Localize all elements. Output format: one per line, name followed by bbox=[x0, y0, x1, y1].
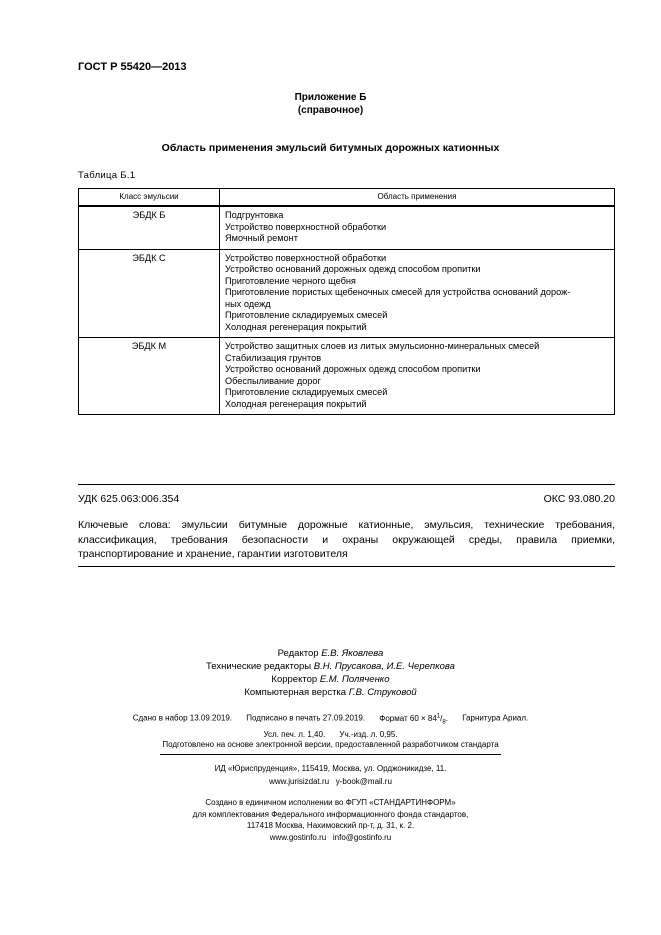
emulsion-class-cell: ЭБДК М bbox=[79, 338, 220, 415]
tech-editors-label: Технические редакторы bbox=[206, 661, 312, 672]
standard-number: ГОСТ Р 55420—2013 bbox=[78, 61, 187, 73]
use-item: Обеспыливание дорог bbox=[225, 375, 321, 386]
format: Формат $60 \times 84^1/_8$. bbox=[379, 713, 448, 726]
use-item: Подгрунтовка bbox=[225, 210, 284, 220]
printer-site-link[interactable]: www.gostinfo.ru bbox=[269, 832, 327, 842]
printer-contacts bbox=[0, 832, 661, 844]
oks-code: ОКС 93.080.20 bbox=[543, 493, 615, 505]
format-denominator: 8 bbox=[442, 719, 446, 726]
submitted-date: Сдано в набор 13.09.2019. bbox=[132, 713, 233, 723]
layout-line bbox=[0, 686, 661, 699]
printer-email-link[interactable]: info@gostinfo.ru bbox=[332, 832, 392, 842]
typeface: Гарнитура Ариал. bbox=[462, 713, 529, 723]
use-item: Приготовление складируемых смесей bbox=[225, 387, 388, 397]
use-item: Устройство поверхностной обработки bbox=[225, 252, 387, 263]
appendix-title: Приложение Б bbox=[294, 92, 367, 103]
emulsion-table bbox=[78, 188, 615, 415]
corrector-name: Е.М. Поляченко bbox=[319, 674, 390, 685]
use-item: Холодная регенерация покрытий bbox=[225, 398, 367, 409]
print-sheets: Усл. печ. л. 1,40. bbox=[263, 729, 326, 739]
corrector-label: Корректор bbox=[271, 674, 318, 685]
use-item: Устройство защитных слоев из литых эмульсионно-минеральных смесей bbox=[225, 341, 540, 351]
publisher-site-link[interactable]: www.jurisizdat.ru bbox=[269, 776, 330, 786]
prepared-note: Подготовлено на основе электронной версии, предоставленной разработчиком стандарта bbox=[162, 740, 499, 749]
table-row bbox=[79, 249, 615, 338]
use-item: Приготовление складируемых смесей bbox=[225, 310, 388, 320]
printer-line-1: Создано в единичном исполнении во ФГУП «СТАНДАРТИНФОРМ» bbox=[205, 798, 456, 807]
use-item: Ямочный ремонт bbox=[225, 233, 298, 243]
use-item: Устройство оснований дорожных одежд способом пропитки bbox=[225, 364, 481, 374]
credits bbox=[0, 647, 661, 699]
printer-line-2: для комплектования Федерального информационного фонда стандартов, bbox=[192, 809, 469, 819]
tech-editors-names: В.Н. Прусакова, И.Е. Черепкова bbox=[313, 661, 455, 672]
publisher bbox=[0, 763, 661, 788]
column-header-uses: Область применения bbox=[220, 189, 615, 207]
emulsion-class-cell: ЭБДК Б bbox=[79, 206, 220, 249]
format-label: Формат 60 × 84 bbox=[379, 713, 437, 723]
uses-cell bbox=[220, 206, 615, 249]
printer bbox=[0, 797, 661, 843]
pub-sheets: Уч.-изд. л. 0,95. bbox=[339, 729, 398, 739]
uses-cell bbox=[220, 338, 615, 415]
table-header-row bbox=[79, 189, 615, 207]
publisher-address: ИД «Юриспруденция», 115419, Москва, ул. Орджоникидзе, 11. bbox=[214, 764, 447, 773]
signed-date: Подписано в печать 27.09.2019. bbox=[246, 713, 366, 723]
tech-editors-line bbox=[0, 660, 661, 673]
editor-line bbox=[0, 647, 661, 660]
layout-name: Г.В. Струковой bbox=[348, 687, 417, 698]
use-item: ных одежд bbox=[225, 298, 271, 309]
table-row bbox=[79, 206, 615, 249]
section-title: Область применения эмульсий битумных дорожных катионных bbox=[161, 142, 500, 154]
use-item: Приготовление пористых щебеночных смесей для устройства оснований дорож- bbox=[225, 287, 571, 297]
use-item: Устройство поверхностной обработки bbox=[225, 221, 387, 232]
corrector-line bbox=[0, 673, 661, 686]
uses-cell bbox=[220, 249, 615, 338]
appendix-note: (справочное) bbox=[297, 105, 364, 116]
emulsion-class-cell: ЭБДК С bbox=[79, 249, 220, 338]
editor-label: Редактор bbox=[277, 648, 319, 659]
use-item: Приготовление черного щебня bbox=[225, 275, 356, 286]
divider-bottom bbox=[78, 566, 615, 567]
editor-name: Е.В. Яковлева bbox=[321, 648, 384, 659]
publisher-email-link[interactable]: y-book@mail.ru bbox=[335, 776, 392, 786]
use-item: Стабилизация грунтов bbox=[225, 352, 322, 363]
appendix-heading bbox=[0, 91, 661, 117]
udk-code: УДК 625.063:006.354 bbox=[78, 493, 180, 505]
imprint bbox=[0, 710, 661, 741]
divider-top bbox=[78, 484, 615, 485]
use-item: Холодная регенерация покрытий bbox=[225, 321, 367, 332]
use-item: Устройство оснований дорожных одежд способом пропитки bbox=[225, 264, 481, 274]
divider-imprint bbox=[160, 754, 501, 755]
layout-label: Компьютерная верстка bbox=[244, 687, 347, 698]
printer-line-3: 117418 Москва, Нахимовский пр-т, д. 31, к. 2. bbox=[246, 821, 415, 830]
column-header-class: Класс эмульсии bbox=[79, 189, 220, 207]
table-row bbox=[79, 338, 615, 415]
table-caption: Таблица Б.1 bbox=[78, 170, 136, 181]
imprint-line-1 bbox=[0, 710, 661, 729]
publisher-contacts bbox=[0, 776, 661, 789]
keywords: Ключевые слова: эмульсии битумные дорожные катионные, эмульсия, технические требования, классификация, требования безопасности и охраны окружающей среды, правила приемки, транспортирование и хранение, гарантии изготовителя bbox=[78, 519, 615, 560]
format-numerator: 1 bbox=[436, 713, 441, 719]
